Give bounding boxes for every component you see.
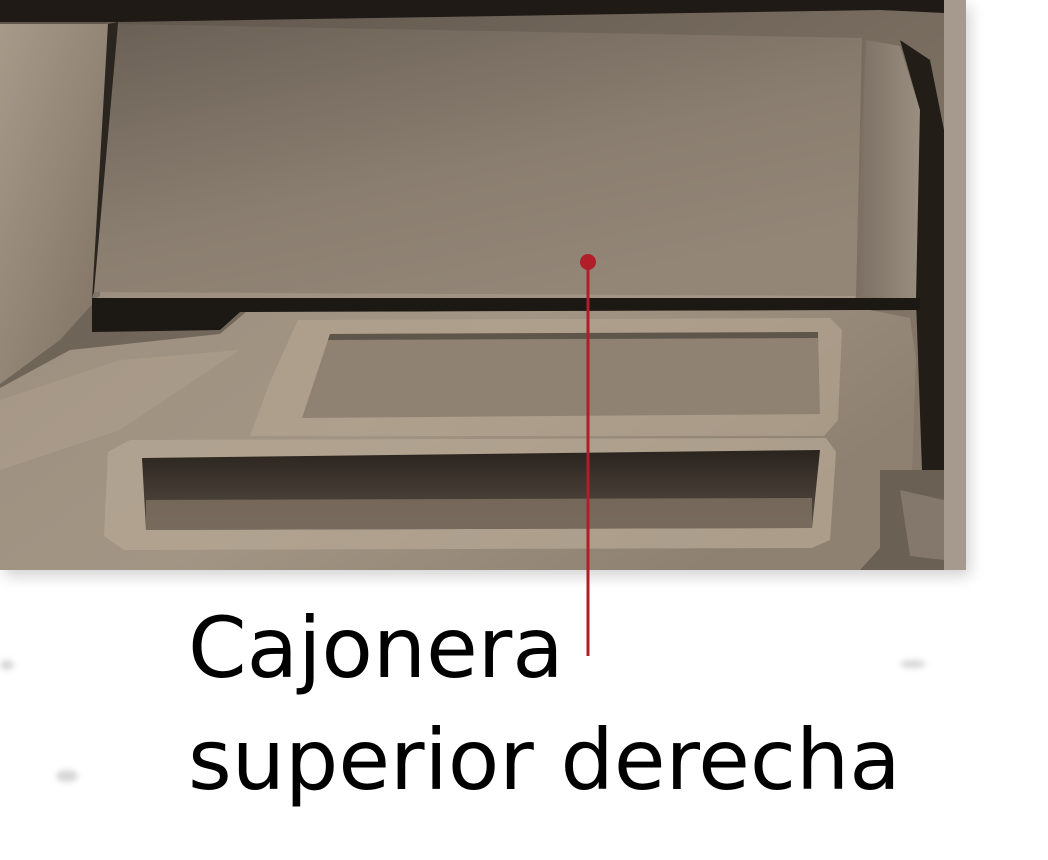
smudge-mark — [0, 660, 14, 670]
smudge-mark — [900, 660, 926, 668]
caption-line-2: superior derecha — [188, 711, 901, 809]
callout-caption — [188, 592, 901, 816]
smudge-mark — [56, 770, 78, 782]
caption-line-1: Cajonera — [188, 599, 564, 697]
